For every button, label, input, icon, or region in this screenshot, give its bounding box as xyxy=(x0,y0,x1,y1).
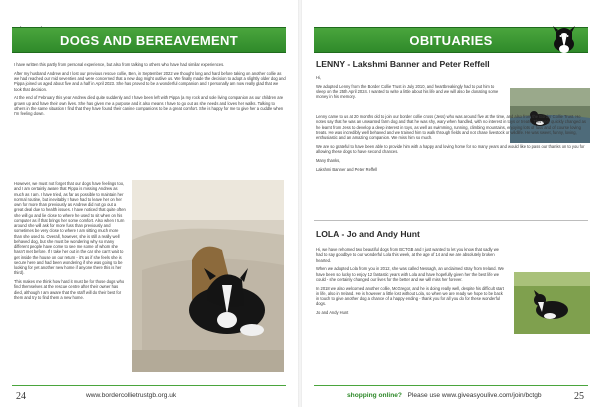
paragraph: Many thanks, xyxy=(316,157,341,163)
footer-promo xyxy=(347,392,542,399)
paragraph: In 2018 we also welcomed another collie, McGregor, and he is doing really well, despite his difficult start in life, also in Ireland. He is however a little lost without Lola, so when we are ready we hope to be back in touch to give another dog a chance of a happy ending - thank you for all you do for these wonderful dogs. xyxy=(316,285,504,307)
paragraph: Jo and Andy Hunt xyxy=(316,310,349,316)
dog-on-sofa-photo xyxy=(132,180,284,372)
border-collie-logo-icon xyxy=(548,22,580,56)
page-number: 24 xyxy=(16,391,26,402)
paragraph: We adopted Lenny from the Border Collie Trust in July 2010, and heartbreakingly had to put him to sleep on the 25th April 2024. I wanted to write a little about his life and we will also be donating some money in his memory. xyxy=(316,83,499,100)
paragraph: However, we must not forget that our dogs have feelings too, and I am certainly aware that Pippa is missing Andrew as much as I am. I have tried, as far as possible to maintain her normal routine, but inevitably I have had to leave her on her own for more than previously as Andrew did not go out a great deal due to health issues. I have noticed that quite often she will go and lie close to where he used to sit when on his computer as if that brings her some comfort. Also when I turn around she will ask for more fuss than previously and sometimes be very close to where I am sitting much more than she used to. Overall, however, she is still a really well behaved dog, but she must be wondering why so many different people have come to see me some of whom she hasn't met before. If I take her out in the car she can't wait to get inside the house on our return - it's as if she feels she is secure here and had been wondering if she was going to be looking for yet another new home if anyone there this is her third). xyxy=(14,181,126,276)
paragraph: Hi, xyxy=(316,75,322,80)
obituary-heading-lola: LOLA - Jo and Andy Hunt xyxy=(316,229,420,239)
footer-promo-prefix: shopping online? xyxy=(347,392,402,399)
section-title: OBITUARIES xyxy=(409,33,493,48)
obituary-heading-lenny: LENNY - Lakshmi Banner and Peter Reffell xyxy=(316,59,490,69)
section-banner xyxy=(314,27,588,53)
section-title: DOGS AND BEREAVEMENT xyxy=(60,33,238,48)
paragraph: Hi, we have rehomed two beautiful dogs from BCTGB and I just wanted to let you know that sadly we had to say goodbye to our wonderful Lola this week, at the age of 14 and we are absolutely broken hearted. xyxy=(316,247,499,263)
lola-text xyxy=(316,247,504,319)
paragraph: Lenny came to us at 20 months old to join our border collie cross (Jess) who was around five at the time, and also from the Border Collie Trust. He notes say that he was an unwanted farm dog and that he was shy, wary when handled, with no interest in toys or treats. This very quickly changed as he learnt from Jess to develop a deep interest in toys, as well as swimming, running, climbing mountains, enjoying lots of fuss and of course loving treats. He was incredibly well behaved and we trained him to walk through fields and not chase livestock or wildlife. He was sweet, funny, loving, enthusiastic and an amazing companion. We miss him so much. xyxy=(316,114,586,140)
page-number: 25 xyxy=(574,391,584,402)
paragraph: At the end of February this year Andrew died quite suddenly and I have been left with Pippa (a my rock and sole living companion as our children are grown up and have their own lives. She has given me a purpose and it also means I have to go out as she needs and loves her walks. Talking to others in the same situation I find that they have found their canine companions to be a great comfort. She is happy for me to give her a cuddle when I'm feeling down. xyxy=(14,95,284,117)
paragraph: We are so grateful to have been able to provide him with a happy and loving home for so many years and would like to pass our thanks on to you for allowing these dogs to have second chances. xyxy=(316,143,585,155)
right-page xyxy=(302,0,600,407)
section-divider xyxy=(314,220,588,221)
paragraph: After my husband Andrew and I lost our previous rescue collie, Ben, in September 2022 we thought long and hard before taking on another collie as we had reached our mid seventies and were concerned that a new dog might outlive us. We finally made the decision to adopt a slightly older dog and Pippa joined us aged about five and a half in April 2023. She has proved to be a wonderful companion and I personally am now really glad that we took that decision. xyxy=(14,70,286,92)
footer-rule xyxy=(314,385,588,386)
article-body xyxy=(14,181,126,304)
lenny-text-bottom xyxy=(316,114,588,176)
page-footer xyxy=(0,385,298,407)
article-intro xyxy=(14,62,286,120)
paragraph: Lakshmi Banner and Peter Reffell xyxy=(316,166,378,172)
footer-website-link[interactable]: www.bordercollietrustgb.org.uk xyxy=(86,392,177,399)
footer-promo-link[interactable]: Please use www.giveasyoulive.com/join/bctgb xyxy=(407,392,542,399)
paragraph: When we adopted Lola from you in 2012, she was called Nessagh, an unclaimed stray from Ireland. We have been so lucky to enjoy 12 fantastic years with Lola and have hopefully given her the best life we could - she certainly changed our lives for the better and we will miss her forever. xyxy=(316,266,504,282)
footer-rule xyxy=(12,385,286,386)
lola-photo xyxy=(514,272,590,334)
paragraph: I have written this partly from personal experience, but also from talking to others who have had similar experiences. xyxy=(14,62,225,67)
section-banner xyxy=(12,27,286,53)
left-page xyxy=(0,0,298,407)
page-footer xyxy=(302,385,600,407)
paragraph: This makes me think how hard it must be for those dogs who find themselves at the rescue centre after their owner has died, although I am aware that the staff will do their best for them and try to find them a new home. xyxy=(14,279,125,300)
lenny-text-top xyxy=(316,75,500,103)
